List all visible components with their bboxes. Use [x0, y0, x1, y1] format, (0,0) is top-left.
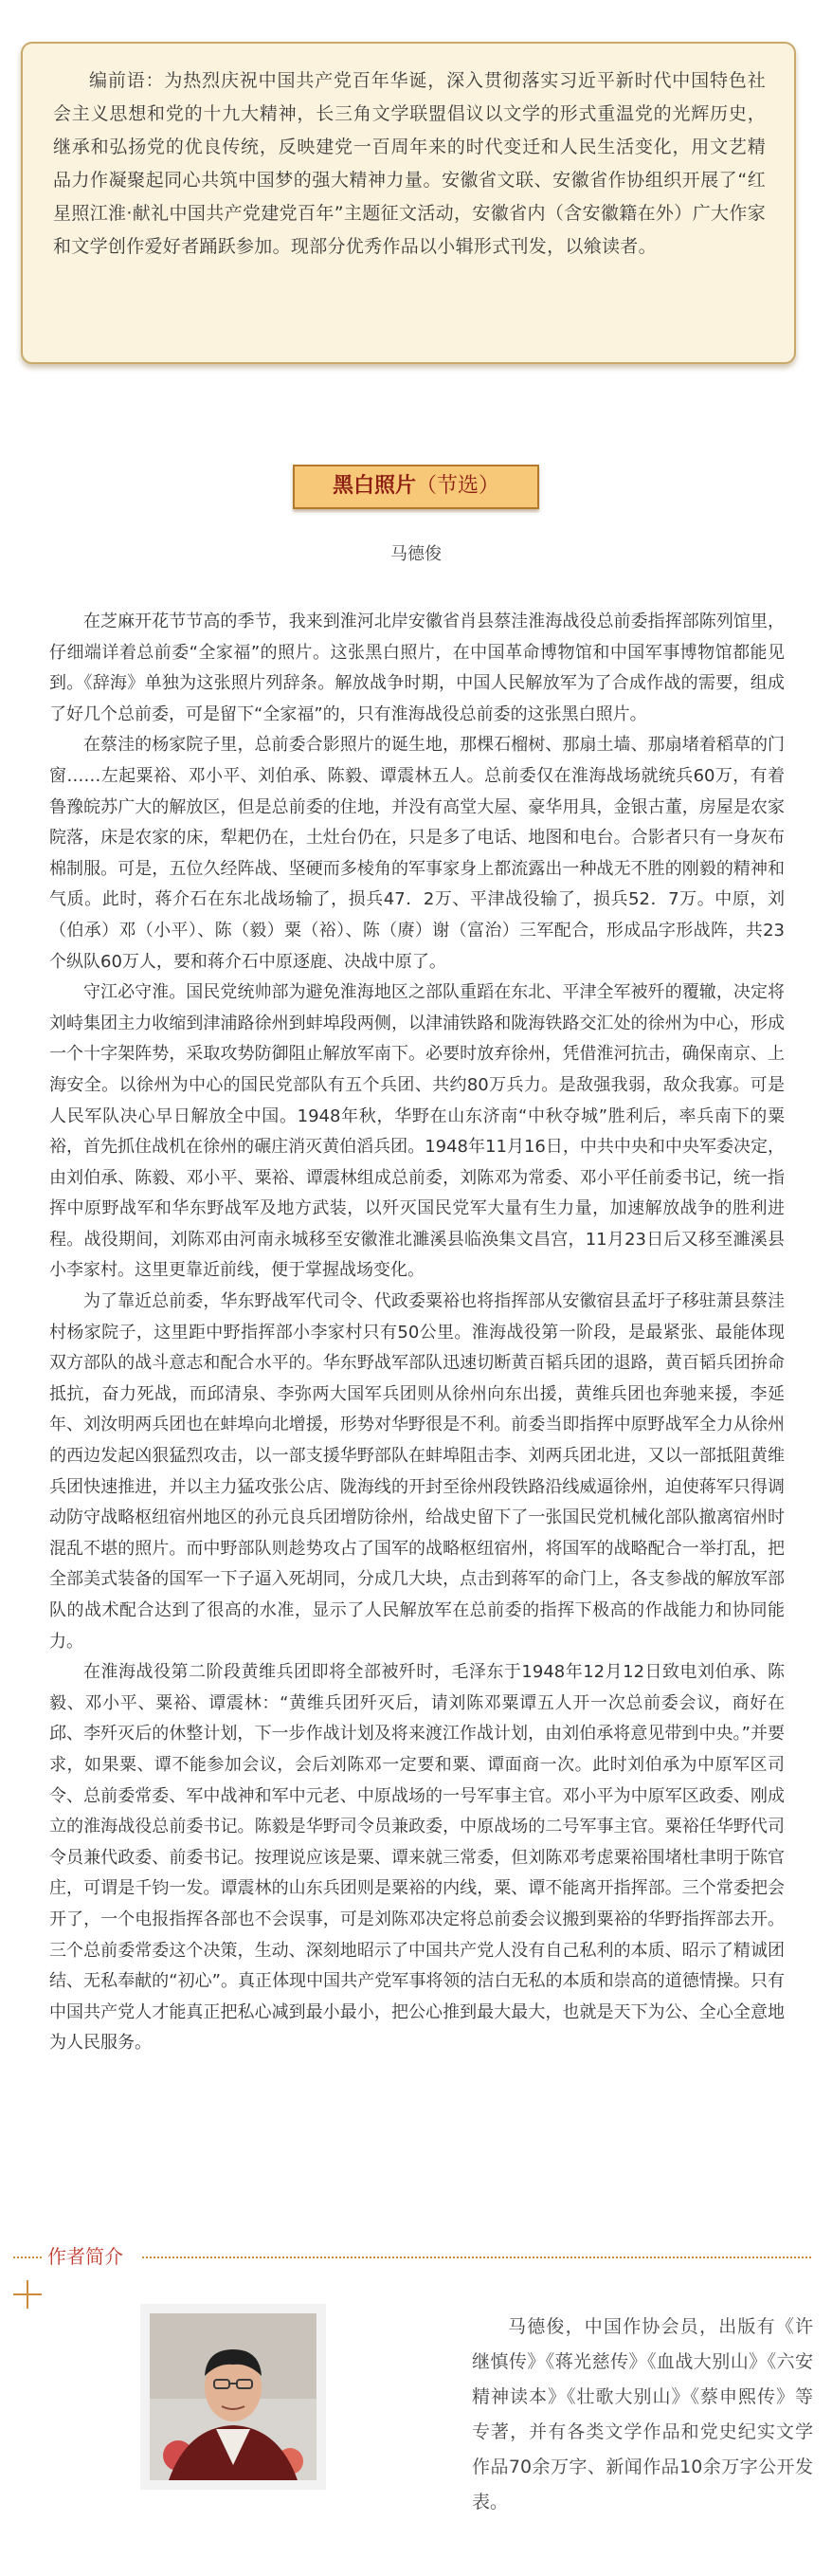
editor-note-box: [21, 42, 796, 364]
editor-note-text: 编前语：为热烈庆祝中国共产党百年华诞，深入贯彻落实习近平新时代中国特色社会主义思想和党的十九大精神，长三角文学联盟倡议以文学的形式重温党的光辉历史，继承和弘扬党的优良传统，反映建党一百周年来的时代变迁和人民生活变化，用文艺精品力作凝聚起同心共筑中国梦的强大精神力量。安徽省文联、安徽省作协组织开展了“红星照江淮·献礼中国共产党建党百年”主题征文活动，安徽省内（含安徽籍在外）广大作家和文学创作爱好者踊跃参加。现部分优秀作品以小辑形式刊发，以飨读者。: [53, 70, 766, 257]
paragraph: 在芝麻开花节节高的季节，我来到淮河北岸安徽省肖县蔡洼淮海战役总前委指挥部陈列馆里，仔细端详着总前委“全家福”的照片。这张黑白照片，在中国革命博物馆和中国军事博物馆都能见到。《辞海》单独为这张照片列辞条。解放战争时期，中国人民解放军为了合成作战的需要，组成了好几个总前委，可是留下“全家福”的，只有淮海战役总前委的这张黑白照片。: [49, 612, 785, 724]
divider-line: [142, 2256, 811, 2258]
paragraph: 在淮海战役第二阶段黄维兵团即将全部被歼时，毛泽东于1948年12月12日致电刘伯承、陈毅、邓小平、粟裕、谭震林：“黄维兵团歼灭后，请刘陈邓粟谭五人开一次总前委会议，商好在邱、李歼灭后的休整计划，下一步作战计划及将来渡江作战计划，由刘伯承将意见带到中央。”并要求，如果粟、谭不能参加会议，会后刘陈邓一定要和粟、谭面商一次。此时刘伯承为中原军区司令、总前委常委、军中战神和军中元老、中原战场的一号军事主官。邓小平为中原军区政委、刚成立的淮海战役总前委书记。陈毅是华野司令员兼政委，中原战场的二号军事主官。粟裕任华野代司令员兼代政委、前委书记。按理说应该是粟、谭来就三常委，但刘陈邓考虑粟裕围堵杜聿明于陈官庄，可谓是千钧一发。谭震林的山东兵团则是粟裕的内线，粟、谭不能离开指挥部。三个常委把会开了，一个电报指挥各部也不会误事，可是刘陈邓决定将总前委会议搬到粟裕的华野指挥部去开。三个总前委常委这个决策，生动、深刻地昭示了中国共产党人没有自己私利的本质、昭示了精诚团结、无私奉献的“初心”。真正体现中国共产党军事将领的洁白无私的本质和崇高的道德情操。只有中国共产党人才能真正把私心减到最小最小，把公心推到最大最大，也就是天下为公、全心全意地为人民服务。: [49, 1662, 785, 2054]
author-photo: [140, 2304, 326, 2490]
paragraph: 在蔡洼的杨家院子里，总前委合影照片的诞生地，那棵石榴树、那扇土墙、那扇堵着稻草的门窗……左起粟裕、邓小平、刘伯承、陈毅、谭震林五人。总前委仅在淮海战场就统兵60万，有着鲁豫皖苏广大的解放区，但是总前委的住地，并没有高堂大屋、豪华用具，金银古董，房屋是农家院落，床是农家的床，犁耙仍在，土灶台仍在，只是多了电话、地图和电台。合影者只有一身灰布棉制服。可是，五位久经阵战、坚硬而多棱角的军事家身上都流露出一种战无不胜的刚毅的精神和气质。此时，蒋介石在东北战场输了，损兵47．2万、平津战役输了，损兵52．7万。中原，刘（伯承）邓（小平）、陈（毅）粟（裕）、陈（赓）谢（富治）三军配合，形成品字形战阵，共23个纵队60万人，要和蒋介石中原逐鹿、决战中原了。: [49, 735, 785, 972]
article-title-box: [293, 465, 539, 509]
author-portrait-icon: [150, 2313, 317, 2480]
article-subtitle: （节选）: [416, 474, 500, 498]
article-author: 马德俊: [390, 544, 442, 564]
author-bio-text-wrap: [472, 2310, 813, 2520]
cross-ornament-icon: [13, 2280, 42, 2309]
author-bio-text: 马德俊，中国作协会员，出版有《许继慎传》《蒋光慈传》《血战大别山》《六安精神读本》《壮歌大别山》《蔡申熙传》等专著，并有各类文学作品和党史纪实文学作品70余万字、新闻作品10余万字公开发表。: [472, 2316, 813, 2512]
article-body: [49, 607, 785, 2059]
article-title: 黑白照片: [332, 474, 416, 498]
paragraph: 守江必守淮。国民党统帅部为避免淮海地区之部队重蹈在东北、平津全军被歼的覆辙，决定将刘峙集团主力收缩到津浦路徐州到蚌埠段两侧，以津浦铁路和陇海铁路交汇处的徐州为中心，形成一个十字架阵势，采取攻势防御阻止解放军南下。必要时放弃徐州，凭借淮河抗击，确保南京、上海安全。以徐州为中心的国民党部队有五个兵团、共约80万兵力。是敌强我弱，敌众我寡。可是人民军队决心早日解放全中国。1948年秋，华野在山东济南“中秋夺城”胜利后，率兵南下的粟裕，首先抓住战机在徐州的碾庄消灭黄伯滔兵团。1948年11月16日，中共中央和中央军委决定，由刘伯承、陈毅、邓小平、粟裕、谭震林组成总前委，刘陈邓为常委、邓小平任前委书记，统一指挥中原野战军和华东野战军及地方武装，以歼灭国民党军大量有生力量，加速解放战争的胜利进程。战役期间，刘陈邓由河南永城移至安徽淮北濉溪县临涣集文昌宫，11月23日后又移至濉溪县小李家村。这里更靠近前线，便于掌握战场变化。: [49, 982, 785, 1281]
article-title-wrap: [0, 465, 832, 509]
author-bio-header: [13, 2243, 811, 2272]
paragraph: 为了靠近总前委，华东野战军代司令、代政委粟裕也将指挥部从安徽宿县孟圩子移驻萧县蔡洼村杨家院子，这里距中野指挥部小李家村只有50公里。淮海战役第一阶段，是最紧张、最能体现双方部队的战斗意志和配合水平的。华东野战军部队迅速切断黄百韬兵团的退路，黄百韬兵团拚命抵抗，奋力死战，而邱清泉、李弥两大国军兵团则从徐州向东出援，黄维兵团也奔驰来援，李延年、刘汝明两兵团也在蚌埠向北增援，形势对华野很是不利。前委当即指挥中原野战军全力从徐州的西边发起凶狠猛烈攻击，以一部支援华野部队在蚌埠阻击李、刘两兵团北进，又以一部抵阻黄维兵团快速推进，并以主力猛攻张公店、陇海线的开封至徐州段铁路沿线威逼徐州，迫使蒋军只得调动防守战略枢纽宿州地区的孙元良兵团增防徐州，给战史留下了一张国民党机械化部队撤离宿州时混乱不堪的照片。而中野部队则趁势攻占了国军的战略枢纽宿州，将国军的战略配合一举打乱，把全部美式装备的国军一下子逼入死胡同，分成几大块，点击到蒋军的命门上，各支参战的解放军部队的战术配合达到了很高的水准，显示了人民解放军在总前委的指挥下极高的作战能力和协同能力。: [49, 1291, 785, 1652]
divider-line: [13, 2256, 42, 2258]
author-bio-heading: 作者简介: [47, 2245, 123, 2268]
